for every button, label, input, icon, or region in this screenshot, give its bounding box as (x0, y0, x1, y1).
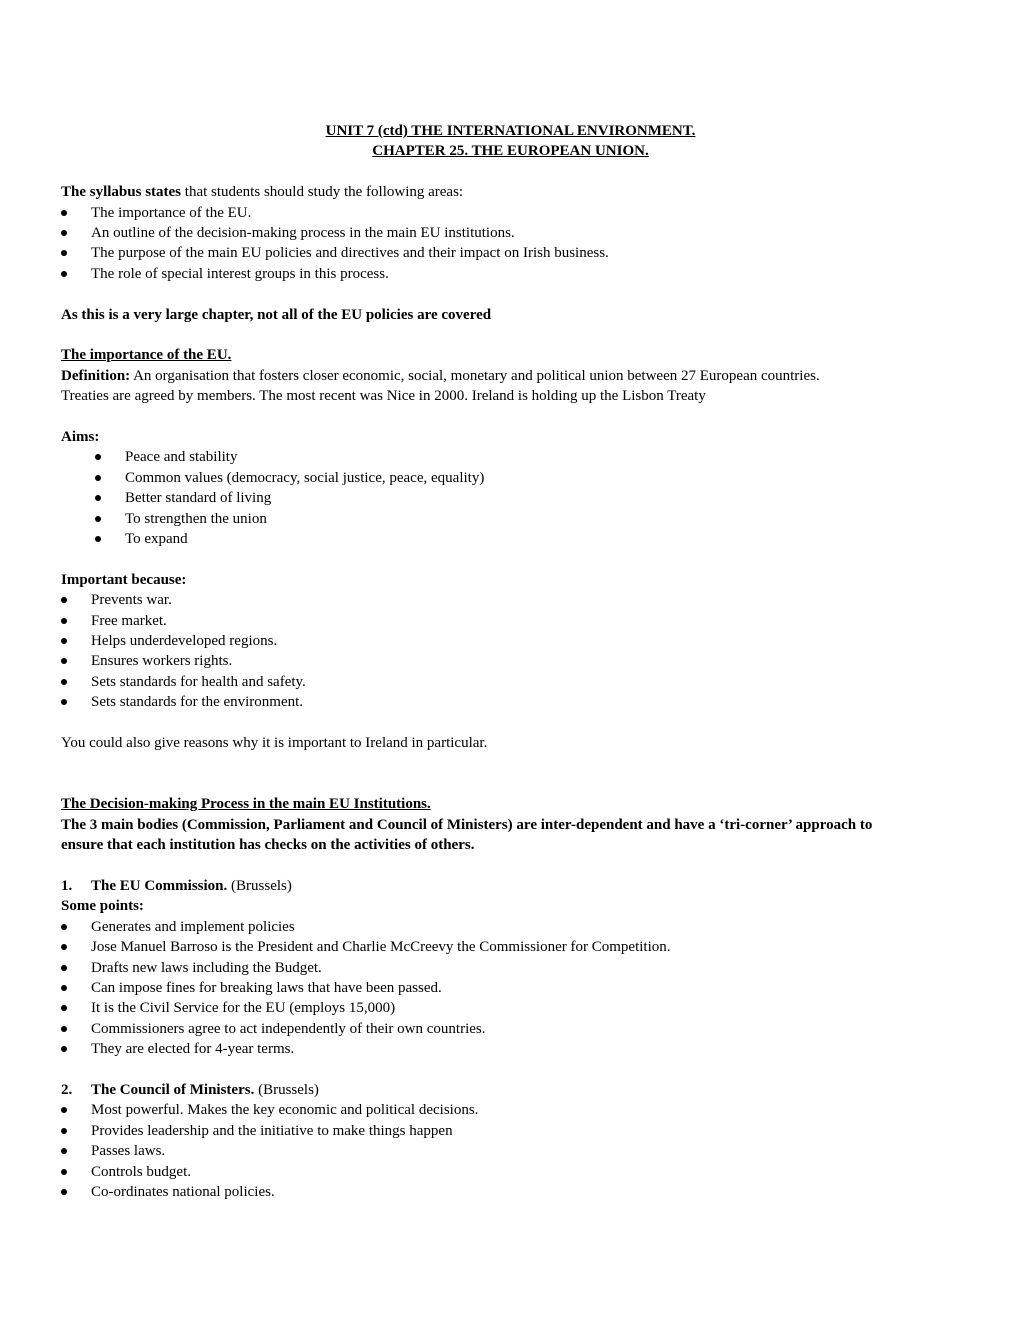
list-item: Commissioners agree to act independently of their own countries. (91, 1020, 486, 1037)
list-item: To expand (125, 531, 188, 548)
decision-intro: The 3 main bodies (Commission, Parliament and Council of Ministers) are inter-dependent and have a ‘tri-corner’ approach to ensure that each institution has checks on the activities of others. (61, 816, 873, 854)
list-item: Prevents war. (91, 592, 172, 609)
list-item: To strengthen the union (125, 510, 267, 527)
document-body (61, 121, 873, 1202)
list-item: Better standard of living (125, 490, 272, 507)
aims-heading: Aims: (61, 429, 100, 446)
important-because-heading: Important because: (61, 571, 187, 588)
list-item: Jose Manuel Barroso is the President and Charlie McCreevy the Commissioner for Competition. (91, 939, 671, 956)
chapter-note: As this is a very large chapter, not all of the EU policies are covered (61, 306, 492, 323)
list-item: Passes laws. (91, 1143, 166, 1160)
list-item: Can impose fines for breaking laws that have been passed. (91, 979, 442, 996)
list-item: Sets standards for the environment. (91, 694, 304, 711)
council-list (61, 1100, 861, 1202)
list-item: Common values (democracy, social justice, peace, equality) (125, 469, 485, 486)
treaties-text: Treaties are agreed by members. The most recent was Nice in 2000. Ireland is holding up the Lisbon Treaty (61, 388, 706, 405)
list-item: Ensures workers rights. (91, 653, 233, 670)
commission-points-label: Some points: (61, 898, 144, 915)
list-item: Sets standards for health and safety. (91, 673, 306, 690)
list-item: The purpose of the main EU policies and directives and their impact on Irish business. (91, 245, 609, 262)
list-item: Generates and implement policies (91, 918, 295, 935)
list-item: The role of special interest groups in this process. (91, 265, 389, 282)
list-item: They are elected for 4-year terms. (91, 1041, 295, 1058)
list-item: Drafts new laws including the Budget. (91, 959, 322, 976)
list-item: Free market. (91, 612, 167, 629)
definition: Definition: An organisation that fosters closer economic, social, monetary and political union between 27 European countries. (61, 367, 820, 384)
aims-list (61, 447, 861, 549)
ireland-note: You could also give reasons why it is important to Ireland in particular. (61, 735, 488, 752)
commission-heading: 1. The EU Commission. (Brussels) (61, 877, 292, 894)
important-because-list (61, 590, 861, 712)
syllabus-intro (61, 182, 861, 202)
syllabus-lead: The syllabus states (61, 184, 182, 201)
list-item: Peace and stability (125, 449, 238, 466)
importance-heading: The importance of the EU. (61, 347, 232, 364)
list-item: An outline of the decision-making process in the main EU institutions. (91, 225, 515, 242)
syllabus-list (61, 203, 861, 285)
title-line-2: CHAPTER 25. THE EUROPEAN UNION. (372, 143, 649, 160)
commission-list (61, 917, 861, 1060)
list-item: Provides leadership and the initiative to make things happen (91, 1122, 453, 1139)
title-line-1: UNIT 7 (ctd) THE INTERNATIONAL ENVIRONMENT. (325, 123, 696, 139)
list-item: It is the Civil Service for the EU (employs 15,000) (91, 1000, 396, 1017)
list-item: Co-ordinates national policies. (91, 1183, 275, 1200)
syllabus-lead-rest: that students should study the following areas: (181, 184, 464, 201)
list-item: Helps underdeveloped regions. (91, 633, 278, 650)
list-item: The importance of the EU. (91, 204, 252, 221)
list-item: Most powerful. Makes the key economic and political decisions. (91, 1102, 479, 1119)
council-heading: 2. The Council of Ministers. (Brussels) (61, 1081, 319, 1098)
decision-heading: The Decision-making Process in the main EU Institutions. (61, 796, 431, 813)
list-item: Controls budget. (91, 1163, 191, 1180)
